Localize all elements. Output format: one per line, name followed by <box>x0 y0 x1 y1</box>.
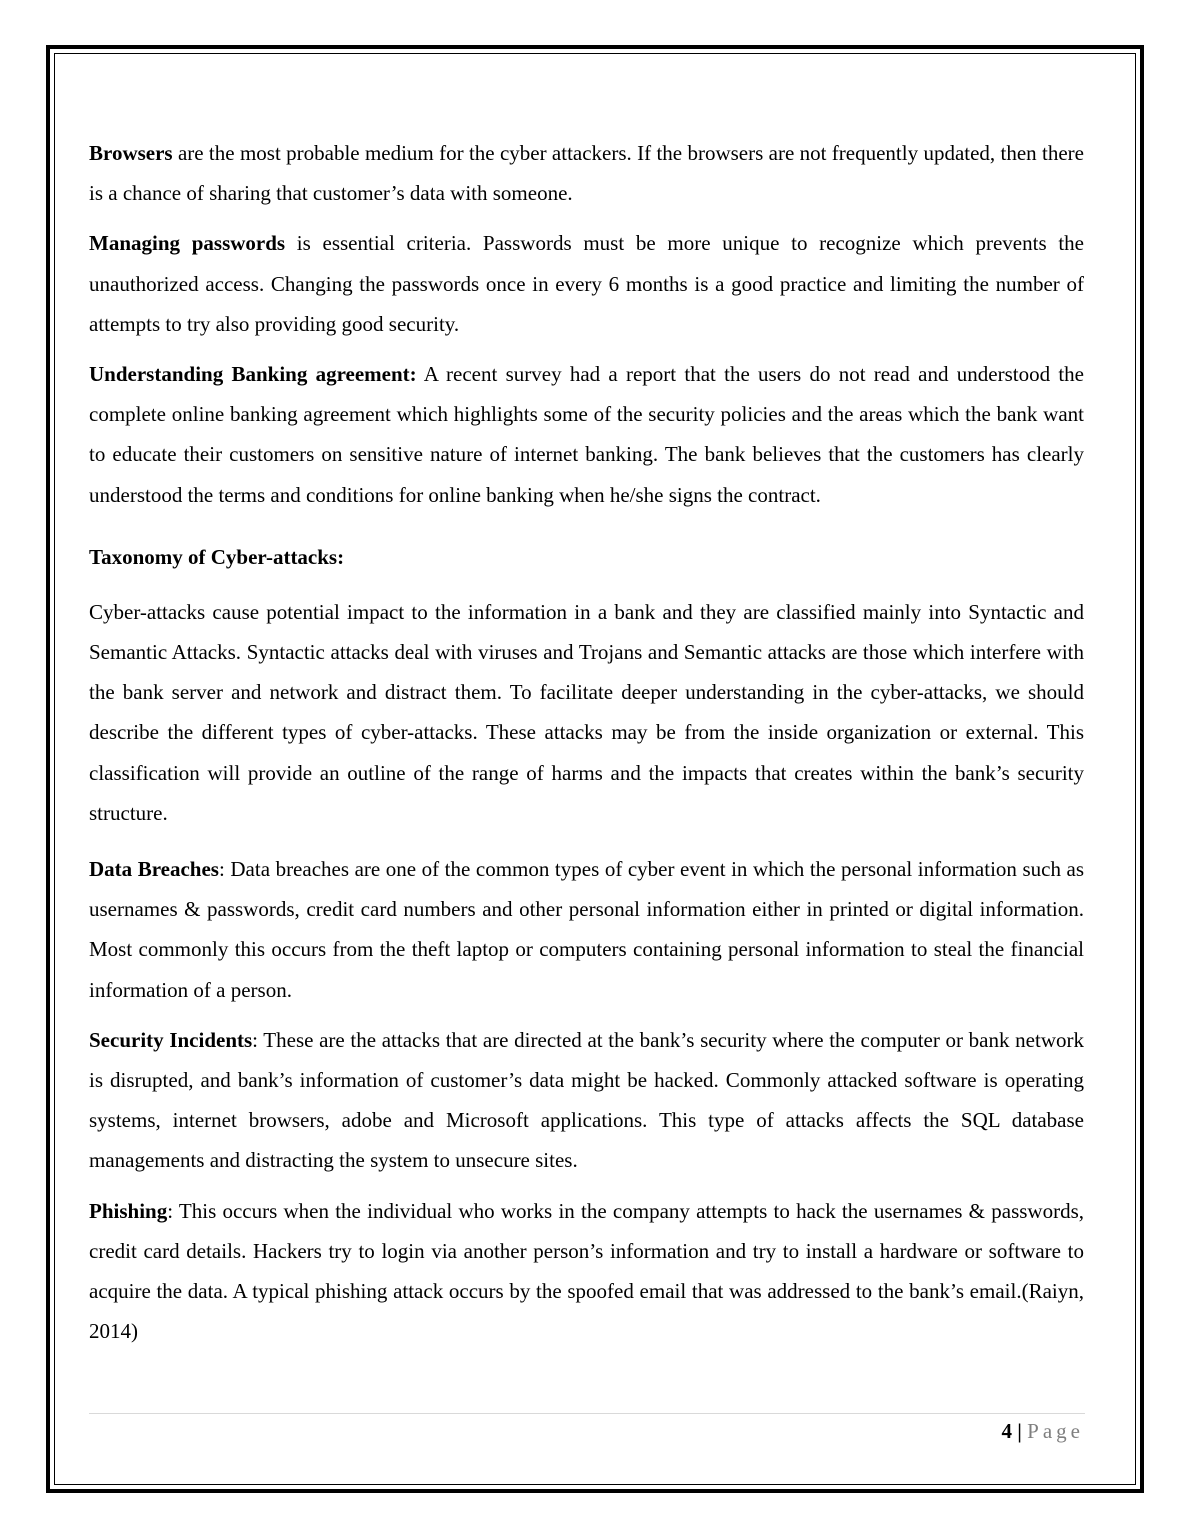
paragraph-taxonomy: Cyber-attacks cause potential impact to the information in a bank and they are classified mainly into Syntactic and Semantic Attacks. Syntactic attacks deal with viruses and Trojans and Semantic attacks are those which interfere with the bank server and network and distract them. To facilitate deeper understanding in the cyber-attacks, we should describe the different types of cyber-attacks. These attacks may be from the inside organization or external. This classification will provide an outline of the range of harms and the impacts that creates within the bank’s security structure. <box>89 599 1084 825</box>
section-heading-taxonomy: Taxonomy of Cyber-attacks: <box>89 544 345 569</box>
paragraph-browsers <box>89 133 1084 213</box>
paragraph-phishing-text: : This occurs when the individual who works in the company attempts to hack the usernames & passwords, credit card details. Hackers try to login via another person’s information and try to install a hardware or software to acquire the data. A typical phishing attack occurs by the spoofed email that was addressed to the bank’s email.(Raiyn, 2014) <box>89 1198 1084 1344</box>
paragraph-data-breaches <box>89 849 1084 1010</box>
term-managing-passwords: Managing passwords <box>89 231 286 256</box>
term-banking-agreement: Understanding Banking agreement: <box>89 362 417 387</box>
page-footer <box>1002 1416 1084 1446</box>
term-phishing: Phishing <box>89 1198 168 1223</box>
page-separator: | <box>1012 1419 1028 1443</box>
paragraph-passwords <box>89 223 1084 344</box>
term-data-breaches: Data Breaches <box>89 857 219 882</box>
paragraph-security-incidents <box>89 1020 1084 1181</box>
term-browsers: Browsers <box>89 141 173 165</box>
term-security-incidents: Security Incidents <box>89 1027 253 1052</box>
paragraph-browsers-text: are the most probable medium for the cyber attackers. If the browsers are not frequently updated, then there is a chance of sharing that customer’s data with someone. <box>89 141 1084 206</box>
document-body <box>89 133 1084 1351</box>
page-number: 4 <box>1001 1419 1013 1443</box>
paragraph-agreement-text: A recent survey had a report that the users do not read and understood the complete online banking agreement which highlights some of the security policies and the areas which the bank want to educate their customers on sensitive nature of internet banking. The bank believes that the customers has clearly understood the terms and conditions for online banking when he/she signs the contract. <box>89 362 1084 507</box>
paragraph-banking-agreement <box>89 354 1084 515</box>
paragraph-breaches-text: : Data breaches are one of the common types of cyber event in which the personal information such as usernames & passwords, credit card numbers and other personal information either in printed or digital information. Most commonly this occurs from the theft laptop or computers containing personal information to steal the financial information of a person. <box>89 857 1084 1002</box>
paragraph-passwords-text: is essential criteria. Passwords must be more unique to recognize which prevents the unauthorized access. Changing the passwords once in every 6 months is a good practice and limiting the number of attempts to try also providing good security. <box>89 231 1084 336</box>
paragraph-incidents-text: : These are the attacks that are directed at the bank’s security where the computer or bank network is disrupted, and bank’s information of customer’s data might be hacked. Commonly attacked software is operating systems, internet browsers, adobe and Microsoft applications. This type of attacks affects the SQL database managements and distracting the system to unsecure sites. <box>89 1027 1084 1173</box>
paragraph-phishing <box>89 1191 1084 1352</box>
page-label: Page <box>1027 1419 1084 1443</box>
footer-divider <box>89 1413 1085 1414</box>
